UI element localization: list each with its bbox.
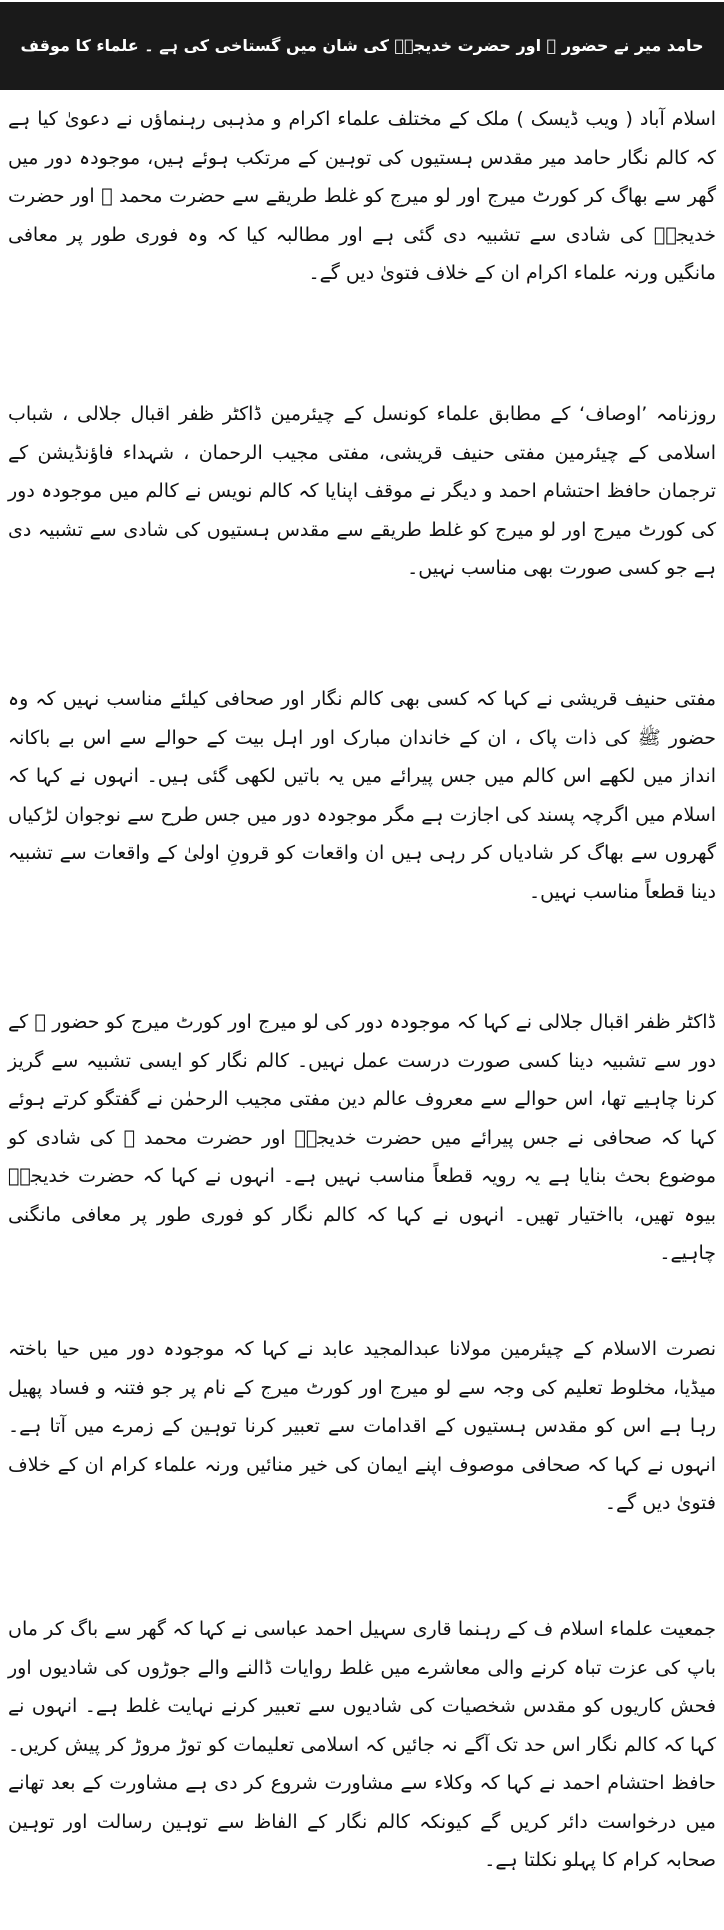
article-paragraph-5: نصرت الاسلام کے چیئرمین مولانا عبدالمجید عابد نے کہا کہ موجودہ دور میں حیا باختہ میڈیا، مخلوط تعلیم کی وجہ سے لو میرج اور کورٹ میرج کے نام پر جو فتنہ و فساد پھیل رہا ہے اس کو مقدس ہستیوں کے اقدامات سے تعبیر کرنا توہین کے زمرے میں آتا ہے۔ انہوں نے کہا کہ صحافی موصوف اپنے ایمان کی خیر منائیں ورنہ علماء کرام ان کے خلاف فتویٰ دیں گے۔ <box>8 1338 716 1514</box>
headline-banner <box>0 2 724 90</box>
article-paragraph-6: جمعیت علماء اسلام ف کے رہنما قاری سہیل احمد عباسی نے کہا کہ گھر سے باگ کر ماں باپ کی عزت تباہ کرنے والی معاشرے میں غلط روایات ڈالنے والے جوڑوں کی شادیوں اور فحش کاریوں کو مقدس شخصیات کی شادیوں سے تعبیر کرنے نہایت غلط ہے۔ انہوں نے کہا کہ کالم نگار اس حد تک آگے نہ جائیں کہ اسلامی تعلیمات کو توڑ مروڑ کر پیش کریں۔ حافظ احتشام احمد نے کہا کہ وکلاء سے مشاورت شروع کر دی ہے مشاورت کے بعد تھانے میں درخواست دائر کریں گے کیونکہ کالم نگار کے الفاظ سے توہین رسالت اور توہین صحابہ کرام کا پہلو نکلتا ہے۔ <box>8 1618 716 1871</box>
article-paragraph-4: ڈاکٹر ظفر اقبال جلالی نے کہا کہ موجودہ دور کی لو میرج اور کورٹ میرج کو حضور ﷺ کے دور سے تشبیہ دینا کسی صورت درست عمل نہیں۔ کالم نگار کو ایسی تشبیہ سے گریز کرنا چاہیے تھا، اس حوالے سے معروف عالم دین مفتی مجیب الرحمٰن نے گفتگو کرتے ہوئے کہا کہ صحافی نے جس پیرائے میں حضرت خدیجہؓ اور حضرت محمد ﷺ کی شادی کو موضوع بحث بنایا ہے یہ رویہ قطعاً مناسب نہیں ہے۔ انہوں نے کہا کہ حضرت خدیجہؓ بیوہ تھیں، بااختیار تھیں۔ انہوں نے کہا کہ کالم نگار کو فوری طور پر معافی مانگنی چاہیے۔ <box>8 1011 716 1264</box>
article-paragraph-2: روزنامہ ’اوصاف‘ کے مطابق علماء کونسل کے چیئرمین ڈاکٹر ظفر اقبال جلالی ، شباب اسلامی کے چیئرمین مفتی حنیف قریشی، مفتی مجیب الرحمان ، شہداء فاؤنڈیشن کے ترجمان حافظ احتشام احمد و دیگر نے موقف اپنایا کہ کالم نویس نے کالم میں موجودہ دور کی کورٹ میرج اور لو میرج کو غلط طریقے سے مقدس ہستیوں کی شادی سے تشبیہ دی ہے جو کسی صورت بھی مناسب نہیں۔ <box>8 403 716 579</box>
article-paragraph-3: مفتی حنیف قریشی نے کہا کہ کسی بھی کالم نگار اور صحافی کیلئے مناسب نہیں کہ وہ حضور ﷺ کی ذات پاک ، ان کے خاندان مبارک اور اہل بیت کے حوالے سے اس بے باکانہ انداز میں لکھے اس کالم میں جس پیرائے میں یہ باتیں لکھی گئی ہیں۔ انہوں نے کہا کہ اسلام میں اگرچہ پسند کی اجازت ہے مگر موجودہ دور میں جس طرح سے نوجوان لڑکیاں گھروں سے بھاگ کر شادیاں کر رہی ہیں ان واقعات کو قرونِ اولیٰ کے واقعات سے تشبیہ دینا قطعاً مناسب نہیں۔ <box>8 688 716 903</box>
article-paragraph-1: اسلام آباد ( ویب ڈیسک ) ملک کے مختلف علماء اکرام و مذہبی رہنماؤں نے دعویٰ کیا ہے کہ کالم نگار حامد میر مقدس ہستیوں کی توہین کے مرتکب ہوئے ہیں، موجودہ دور میں گھر سے بھاگ کر کورٹ میرج اور لو میرج کو غلط طریقے سے حضرت محمد ﷺ اور حضرت خدیجہؓ کی شادی سے تشبیہ دی گئی ہے اور مطالبہ کیا کہ وہ فوری طور پر معافی مانگیں ورنہ علماء اکرام ان کے خلاف فتویٰ دیں گے۔ <box>8 108 716 284</box>
headline-title: حامد میر نے حضور ﷺ اور حضرت خدیجہؓ کی شان میں گستاخی کی ہے ۔ علماء کا موقف <box>20 36 704 56</box>
